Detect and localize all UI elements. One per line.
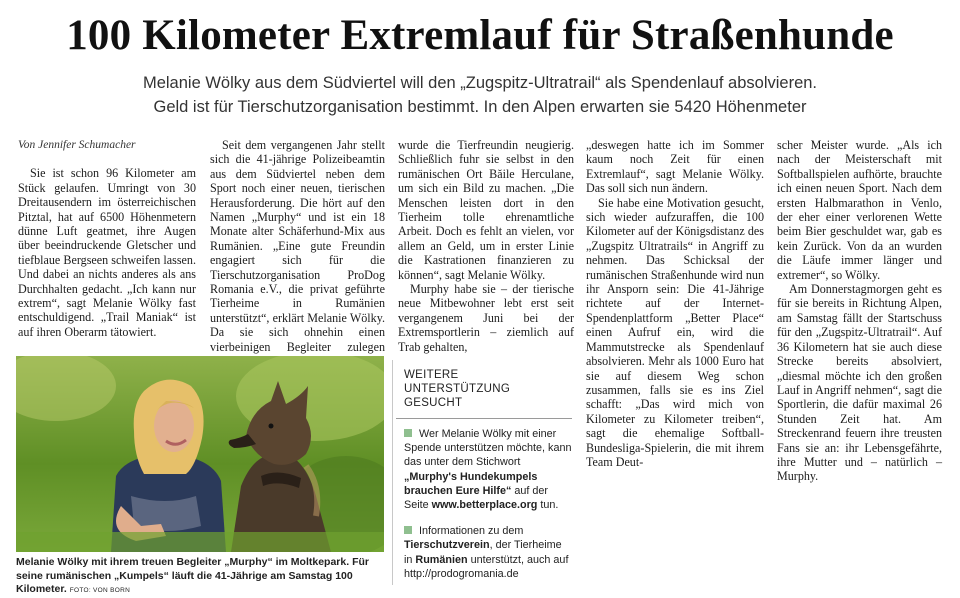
bullet-square-icon [404,429,412,437]
infobox [396,364,572,593]
subheadline-line-2: Geld ist für Tierschutzorganisation bestimmt. In den Alpen erwarten sie 5420 Höhenmeter [153,98,807,116]
article-column-5 [777,138,942,484]
paragraph: wurde die Tierfreundin neugierig. Schließlich fuhr sie selbst in den rumänischen Ort Băile Herculane, um sich ein Bild zu machen. „Die Menschen leisten dort in den Tierheim tolle ehrenamtliche Arbeit. Doch es fehlt an vielen, vor allem an Geld, um in erster Linie die Kastrationen finanzieren zu können“, sagt Melanie Wölky. [398,138,574,282]
paragraph: Murphy habe sie – der tierische neue Mitbewohner lebt erst seit vergangenem Juni bei der Extremsportlerin – ziemlich auf Trab gehalten, [398,282,574,354]
infobox-title-line-2: GESUCHT [404,397,463,409]
infobox-title [396,364,572,419]
photo-credit: FOTO: VON BORN [69,587,131,594]
infobox-donation-block [396,427,572,512]
infobox-keyword: Rumänien [415,553,468,566]
subheadline-line-1: Melanie Wölky aus dem Südviertel will den „Zugspitz-Ultratrail“ als Spendenlauf absolvieren. [142,74,818,92]
photo-woman-with-dog [16,356,384,552]
infobox-text: Informationen zu dem [419,525,524,538]
infobox-title-line-1: WEITERE UNTERSTÜTZUNG [404,369,511,395]
article-column-2 [210,138,385,369]
paragraph: „deswegen hatte ich im Sommer kaum noch Zeit für einen Extremlauf“, sagt Melanie Wölky. Das soll sich nun ändern. [586,138,764,196]
infobox-keyword: „Murphy's Hundekumpels brauchen Eure Hilfe“ [404,470,538,497]
paragraph: scher Meister wurde. „Als ich nach der Meisterschaft mit Softballspielen aufhörte, brauchte ich einen neuen Sport. Nach dem ersten Halbmarathon in Venlo, der eher einer verlorenen Wette beim Bier geschuldet war, gab es kein Zurück. Von da an wurden die Läufe immer länger und extremer“, so Wölky. [777,138,942,282]
bullet-square-icon [404,526,412,534]
article-photo [16,356,384,552]
article-column-4 [586,138,764,469]
infobox-divider [392,360,393,585]
byline: Von Jennifer Schumacher [18,139,136,151]
paragraph: Seit dem vergangenen Jahr stellt sich die 41-jährige Polizeibeamtin aus dem Südviertel neben dem Sport noch einer neuen, tierischen Herausforderung. Die hört auf den Namen „Murphy“ und ist ein 18 Monate alter Schäferhund-Mix aus Rumänien. „Eine gute Freundin engagiert sich für die Tierschutzorganisation ProDog Romania e.V., die privat geführte Tierheime in Rumänien unterstützt“, erklärt Melanie Wölky. Da sie sich ohnehin einen vierbeinigen Begleiter zulegen [210,138,385,354]
article-column-3 [398,138,574,354]
infobox-keyword: Tierschutzverein [404,539,490,552]
paragraph: Sie ist schon 96 Kilometer am Stück gelaufen. Umringt von 30 Dreitausendern im österreichischen Pitztal, hat auf 6500 Höhenmetern dünne Luft geatmet, ihre Augen über beeindruckende Gletscher und tiefblaue Bergseen schweifen lassen. Und dabei an nichts anderes als ans Durchhalten gedacht. „Ich kann nur extrem“, sagt Melanie Wölky fast entschuldigend. „Trail Maniak“ ist auf ihren Oberarm tätowiert. [18,166,196,339]
infobox-url-link[interactable]: www.betterplace.org [431,499,538,512]
infobox-text: , der Tierheime in [404,539,562,566]
article-column-1 [18,138,196,339]
infobox-text: Wer Melanie Wölky mit einer Spende unterstützen möchte, kann das unter dem Stichwort [404,428,572,469]
infobox-text: unterstützt, auch auf http://prodogromania.de [404,553,569,580]
infobox-text: auf der Seite [404,484,549,512]
infobox-text: tun. [540,499,559,512]
paragraph: Sie habe eine Motivation gesucht, sich wieder aufzuraffen, die 100 Kilometer auf der Königsdistanz des „Zugspitz Ultratrails“ in Angriff zu nehmen. Das Schicksal der rumänischen Straßenhunde wird nun ihr Ansporn sein: Die 41-Jährige richtete auf der Internet-Spendenplattform „Better Place“ einen Aufruf ein, wird die Mammutstrecke als Spendenlauf absolvieren. Mehr als 1000 Euro hat sie auf diesem Weg schon zusammen, falls sie es ins Ziel schafft: „Das wird mich von Kilometer zu Kilometer treiben“, sagt die ehemalige Softball-Bundesliga-Spielerin, die mit ihrem Team Deut- [586,195,764,469]
infobox-info-block [396,524,572,581]
photo-caption [16,556,386,598]
caption-text: Melanie Wölky mit ihrem treuen Begleiter „Murphy“ im Moltkepark. Für seine rumänischen „Kumpels“ läuft die 41-Jährige am Samstag 100 Kilometer. [16,556,369,595]
headline: 100 Kilometer Extremlauf für Straßenhunde [66,12,894,59]
paragraph: Am Donnerstagmorgen geht es für sie bereits in Richtung Alpen, am Samstag fällt der Startschuss für den „Zugspitz-Ultratrail“. Auf 36 Kilometern hat sie auch diese Strecke bereits absolviert, „diesmal möchte ich den großen Lauf in Angriff nehmen“, sagt die Sportlerin, die dafür maximal 26 Stunden Zeit hat. Am Streckenrand feuern ihre treusten Fans sie an: ihr Lebensgefährte, ihre Mutter und – natürlich – Murphy. [777,282,942,484]
subheadline [0,71,960,119]
